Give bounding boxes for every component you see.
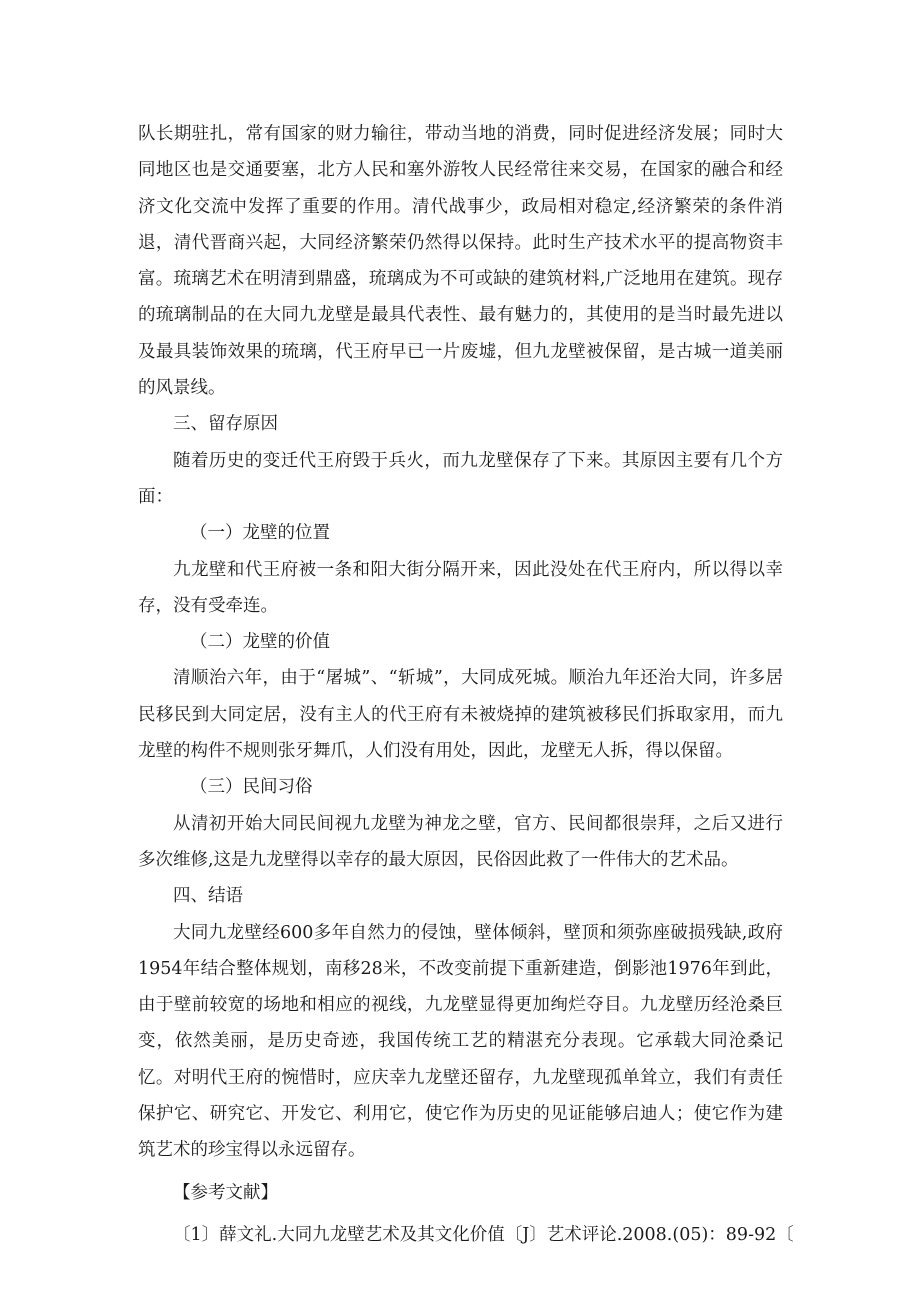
references-heading: 【参考文献】 bbox=[173, 1182, 278, 1203]
paragraph-value: 清顺治六年，由于“屠城”、“斩城”，大同成死城。顺治九年还治大同，许多居民移民到大同定居，没有主人的代王府有未被烧掉的建筑被移民们拆取家用，而九龙壁的构件不规则张牙舞爪，人们没有用处，因此，龙壁无人拆，得以保留。 bbox=[138, 668, 783, 762]
paragraph-custom: 从清初开始大同民间视九龙壁为神龙之壁，官方、民间都很崇拜，之后又进行多次维修,这是九龙壁得以幸存的最大原因，民俗因此救了一件伟大的艺术品。 bbox=[138, 813, 783, 870]
paragraph-location: 九龙壁和代王府被一条和阳大街分隔开来，因此没处在代王府内，所以得以幸存，没有受牵连。 bbox=[138, 559, 783, 616]
section-heading-reasons: 三、留存原因 bbox=[173, 414, 278, 435]
document-body bbox=[138, 116, 794, 1253]
paragraph-conclusion: 大同九龙壁经600多年自然力的侵蚀，壁体倾斜，壁顶和须弥座破损残缺,政府1954年结合整体规划，南移28米，不改变前提下重新建造，倒影池1976年到此，由于壁前较宽的场地和相应的视线，九龙壁显得更加绚烂夺目。九龙壁历经沧桑巨变，依然美丽，是历史奇迹，我国传统工艺的精湛充分表现。它承载大同沧桑记忆。对明代王府的惋惜时，应庆幸九龙壁还留存，九龙壁现孤单耸立，我们有责任保护它、研究它、开发它、利用它，使它作为历史的见证能够启迪人；使它作为建筑艺术的珍宝得以永远留存。 bbox=[138, 922, 783, 1161]
paragraph-reasons-intro: 随着历史的变迁代王府毁于兵火，而九龙壁保存了下来。其原因主要有几个方面： bbox=[138, 450, 783, 507]
subheading-location: （一）龙壁的位置 bbox=[190, 523, 330, 544]
subheading-value: （二）龙壁的价值 bbox=[190, 632, 330, 653]
reference-item: 〔1〕薛文礼.大同九龙壁艺术及其文化价值〔J〕艺术评论.2008.(05)：89-92〔 bbox=[173, 1224, 794, 1245]
subheading-custom: （三）民间习俗 bbox=[190, 777, 313, 798]
paragraph-economy: 队长期驻扎，常有国家的财力输往，带动当地的消费，同时促进经济发展；同时大同地区也是交通要塞，北方人民和塞外游牧人民经常往来交易，在国家的融合和经济文化交流中发挥了重要的作用。清代战事少，政局相对稳定,经济繁荣的条件消退，清代晋商兴起，大同经济繁荣仍然得以保持。此时生产技术水平的提高物资丰富。琉璃艺术在明清到鼎盛，琉璃成为不可或缺的建筑材料,广泛地用在建筑。现存的琉璃制品的在大同九龙壁是最具代表性、最有魅力的，其使用的是当时最先进以及最具装饰效果的琉璃，代王府早已一片废墟，但九龙壁被保留，是古城一道美丽的风景线。 bbox=[138, 124, 783, 399]
section-heading-conclusion: 四、结语 bbox=[173, 886, 243, 907]
